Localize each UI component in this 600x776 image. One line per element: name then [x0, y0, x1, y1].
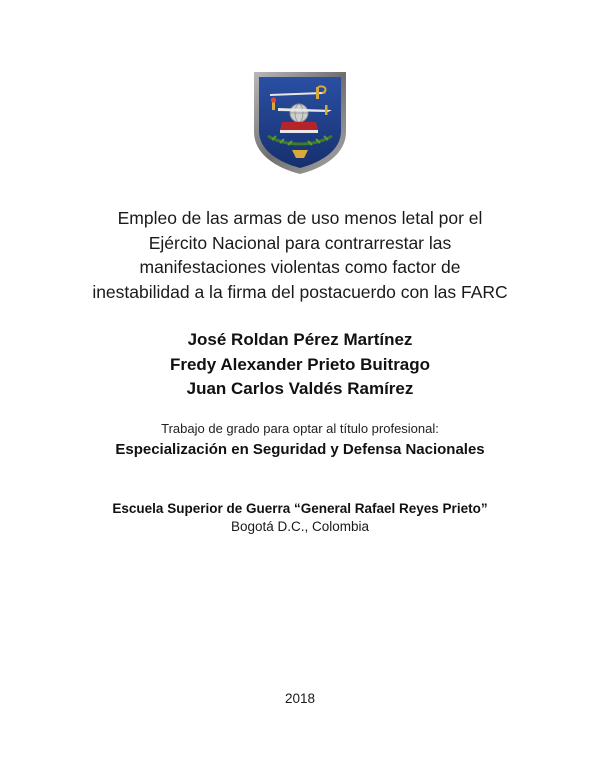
title-line: inestabilidad a la firma del postacuerdo con las FARC	[92, 281, 508, 302]
author-name: José Roldan Pérez Martínez	[187, 330, 413, 349]
title-line: Ejército Nacional para contrarrestar las	[148, 232, 452, 253]
title-line: Empleo de las armas de uso menos letal por el	[117, 208, 483, 228]
degree-purpose: Trabajo de grado para optar al título profesional:	[161, 421, 439, 436]
author-name: Juan Carlos Valdés Ramírez	[186, 379, 414, 398]
document-title	[60, 206, 540, 304]
publication-year: 2018	[284, 691, 316, 706]
program-name: Especialización en Seguridad y Defensa Nacionales	[115, 441, 485, 458]
author-list	[60, 328, 540, 402]
school-crest-icon	[252, 70, 348, 176]
title-line: manifestaciones violentas como factor de	[139, 257, 461, 277]
institution-city: Bogotá D.C., Colombia	[230, 519, 370, 534]
author-name: Fredy Alexander Prieto Buitrago	[169, 354, 431, 374]
institution-name: Escuela Superior de Guerra “General Rafael Reyes Prieto”	[112, 501, 488, 516]
